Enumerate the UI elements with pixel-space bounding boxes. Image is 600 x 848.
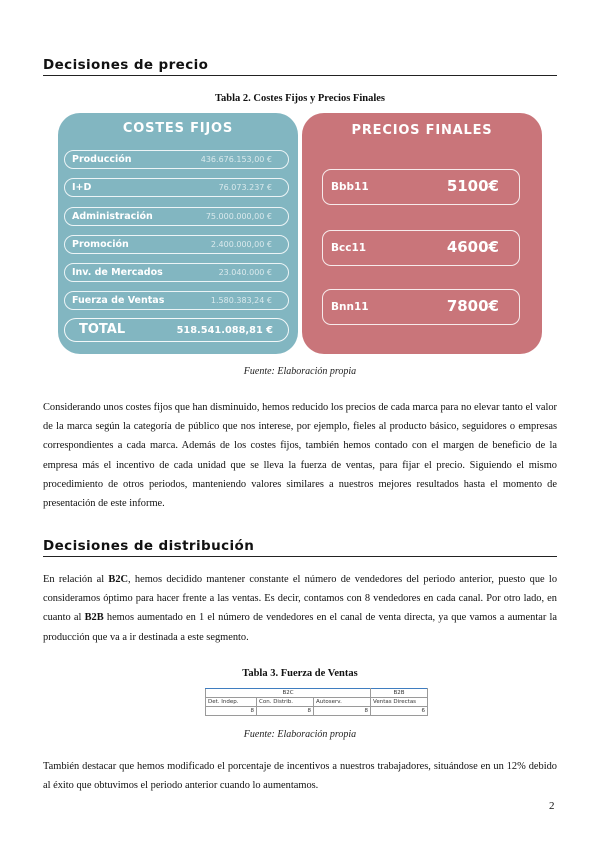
table3-header: Con. Distrib. [257, 698, 314, 707]
cost-row [64, 291, 289, 310]
price-row [322, 289, 520, 325]
total-label: TOTAL [79, 322, 126, 337]
table3-cell: 8 [257, 707, 314, 716]
costes-fijos-panel [58, 113, 298, 354]
cost-value: 1.580.383,24 € [210, 296, 272, 305]
fuerza-ventas-table [205, 688, 428, 716]
table3-header: Ventas Directas [371, 698, 428, 707]
table3-cell: 6 [371, 707, 428, 716]
cost-label: Administración [72, 211, 153, 222]
price-value: 7800€ [446, 297, 499, 315]
paragraph-distribucion [43, 570, 557, 647]
table3-header: Autoserv. [314, 698, 371, 707]
precios-finales-panel [302, 113, 542, 354]
table2-caption: Tabla 2. Costes Fijos y Precios Finales [214, 93, 386, 104]
table3-header: Det. Indep. [206, 698, 257, 707]
para-text: , hemos decidido mantener constante el número de vendedores del periodo anterior, puesto que lo consideramos óptimo para hacer frente a las ventas. Es decir, contamos con 8 vendedores en cada canal. Por otro lado, en cuanto al [43, 574, 558, 624]
table2-source: Fuente: Elaboración propia [243, 366, 357, 377]
price-value: 4600€ [446, 238, 499, 256]
table3-cell: 8 [314, 707, 371, 716]
cost-value: 436.676.153,00 € [200, 155, 272, 164]
price-row [322, 169, 520, 205]
cost-label: I+D [72, 182, 92, 193]
price-label: Bnn11 [331, 301, 369, 313]
cost-label: Producción [72, 154, 132, 165]
section-heading-precio: Decisiones de precio [43, 57, 557, 76]
paragraph-precio: Considerando unos costes fijos que han disminuido, hemos reducido los precios de cada marca para no elevar tanto el valor de la marca según la categoría de público que nos interese, por ejemplo, fieles al producto básico, seguidores o empresas correspondientes a cada marca. Además de los costes fijos, también hemos contado con el margen de beneficio de la empresa más el incentivo de cada unidad que se lleva la fuerza de ventas, para fijar el precio. Siguiendo el mismo procedimiento de otros periodos, manteniendo valores similares a nuestros mejores resultados hasta el momento de presentación de este informe. [43, 402, 557, 510]
cost-value: 75.000.000,00 € [205, 212, 272, 221]
cost-value: 2.400.000,00 € [210, 240, 272, 249]
cost-row [64, 150, 289, 169]
price-label: Bbb11 [331, 181, 369, 193]
costes-fijos-title: COSTES FIJOS [122, 121, 234, 136]
total-value: 518.541.088,81 € [176, 325, 273, 336]
paragraph-incentivos: También destacar que hemos modificado el porcentaje de incentivos a nuestros trabajadores, situándose en un 12% debido al éxito que obtuvimos el periodo anterior cuando lo aumentamos. [43, 761, 557, 792]
page-number: 2 [549, 800, 555, 812]
table3-group-b2b: B2B [371, 689, 428, 698]
cost-label: Inv. de Mercados [72, 267, 163, 278]
para-text: En relación al [43, 574, 109, 585]
cost-value: 76.073.237 € [218, 183, 272, 192]
cost-row [64, 178, 289, 197]
para-bold-b2c: B2C [108, 574, 129, 585]
cost-label: Fuerza de Ventas [72, 295, 165, 306]
cost-value: 23.040.000 € [218, 268, 272, 277]
table3-cell: 8 [206, 707, 257, 716]
cost-row [64, 207, 289, 226]
price-value: 5100€ [446, 177, 499, 195]
table3-group-b2c: B2C [206, 689, 371, 698]
para-bold-b2b: B2B [84, 612, 104, 624]
precios-finales-title: PRECIOS FINALES [351, 123, 493, 138]
table3-caption: Tabla 3. Fuerza de Ventas [242, 668, 358, 679]
cost-row [64, 235, 289, 254]
cost-row [64, 263, 289, 282]
section-heading-distribucion: Decisiones de distribución [43, 538, 557, 557]
cost-label: Promoción [72, 239, 129, 250]
total-row [64, 318, 289, 342]
price-label: Bcc11 [331, 242, 367, 254]
para-text: hemos aumentado en 1 el número de vendedores en el canal de venta directa, ya que vamos a aumentar la producción que va a ir destinada a este segmento. [43, 612, 557, 643]
price-row [322, 230, 520, 266]
table3-source: Fuente: Elaboración propia [243, 729, 357, 740]
